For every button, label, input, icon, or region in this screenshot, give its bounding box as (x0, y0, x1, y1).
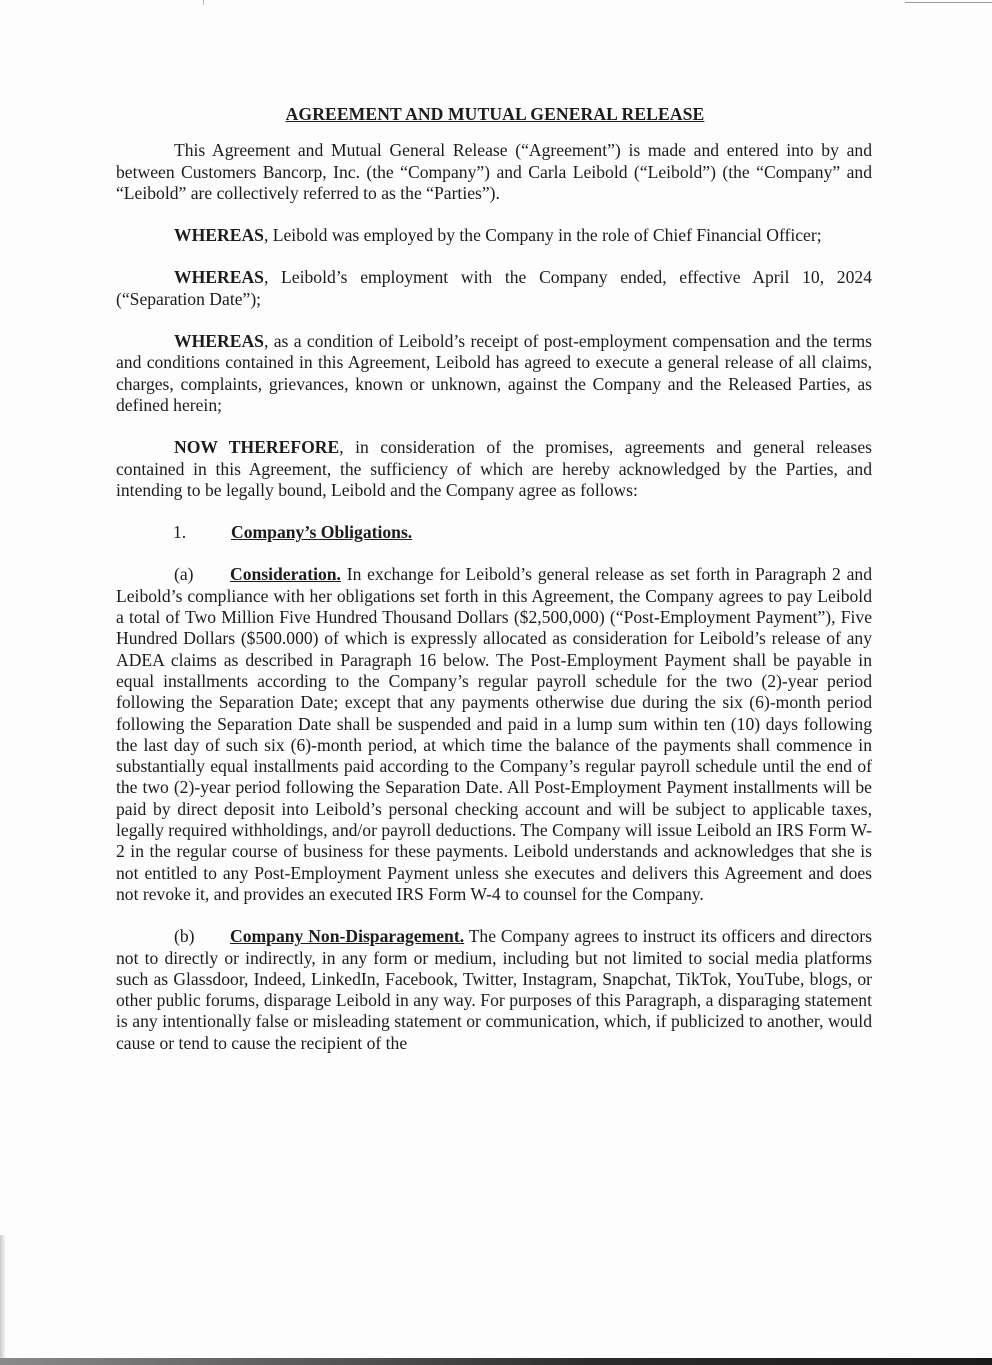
document-body (116, 104, 872, 1054)
subsection-text: The Company agrees to instruct its officers and directors not to directly or indirectly, in any form or medium, including but not limited to social media platforms such as Glassdoor, Indeed, LinkedIn, Facebook, Twitter, Instagram, Snapchat, TikTok, YouTube, blogs, or other public forums, disparage Leibold in any way. For purposes of this Paragraph, a disparaging statement is any intentionally false or misleading statement or communication, which, if publicized to another, would cause or tend to cause the recipient of the (116, 926, 872, 1053)
subsection-text: In exchange for Leibold’s general release as set forth in Paragraph 2 and Leibold’s compliance with her obligations set forth in this Agreement, the Company agrees to pay Leibold a total of Two Million Five Hundred Thousand Dollars ($2,500,000) (“Post-Employment Payment”), Five Hundred Dollars ($500.000) of which is expressly allocated as consideration for Leibold’s release of any ADEA claims as described in Paragraph 16 below. The Post-Employment Payment shall be payable in equal installments according to the Company’s regular payroll schedule for the two (2)-year period following the Separation Date; except that any payments otherwise due during the six (6)-month period following the Separation Date shall be suspended and paid in a lump sum within ten (10) days following the last day of such six (6)-month period, at which time the balance of the payments shall commence in substantially equal installments paid according to the Company’s regular payroll schedule until the end of the two (2)-year period following the Separation Date. All Post-Employment Payment installments will be paid by direct deposit into Leibold’s personal checking account and will be subject to applicable taxes, legally required withholdings, and/or payroll deductions. The Company will issue Leibold an IRS Form W-2 in the regular course of business for these payments. Leibold understands and acknowledges that she is not entitled to any Post-Employment Payment unless she executes and delivers this Agreement and does not revoke it, and provides an executed IRS Form W-4 to counsel for the Company. (116, 564, 872, 904)
now-therefore-text: , in consideration of the promises, agreements and general releases contained in this Agreement, the sufficiency of which are hereby acknowledged by the Parties, and intending to be legally bound, Leibold and the Company agree as follows: (116, 437, 872, 500)
section-number: 1. (173, 522, 187, 543)
subsection-title: Company Non-Disparagement. (230, 926, 465, 947)
subsection-marker: (a) (174, 564, 194, 585)
scan-left-shadow (0, 1235, 6, 1365)
now-therefore-paragraph (116, 437, 872, 501)
whereas-keyword: WHEREAS (174, 267, 264, 288)
subsection-title: Consideration. (230, 564, 341, 585)
whereas-paragraph-2 (116, 267, 872, 310)
whereas-keyword: WHEREAS (174, 331, 264, 352)
whereas-text: , as a condition of Leibold’s receipt of post-employment compensation and the terms and conditions contained in this Agreement, Leibold has agreed to execute a general release of all claims, charges, complaints, grievances, known or unknown, against the Company and the Released Parties, as defined herein; (116, 331, 872, 415)
whereas-text: , Leibold was employed by the Company in the role of Chief Financial Officer; (263, 225, 822, 246)
subsection-b-non-disparagement (116, 926, 872, 1054)
now-therefore-keyword: NOW THEREFORE (174, 437, 340, 458)
section-1-heading (173, 522, 872, 543)
section-title: Company’s Obligations. (231, 522, 413, 543)
whereas-text: , Leibold’s employment with the Company ended, effective April 10, 2024 (“Separation Date”); (116, 267, 872, 309)
whereas-paragraph-3 (116, 331, 872, 416)
scan-edge-line (905, 2, 992, 3)
whereas-paragraph-1 (116, 225, 872, 246)
document-title: AGREEMENT AND MUTUAL GENERAL RELEASE (285, 104, 705, 124)
intro-paragraph: This Agreement and Mutual General Release (“Agreement”) is made and entered into by and between Customers Bancorp, Inc. (the “Company”) and Carla Leibold (“Leibold”) (the “Company” and “Leibold” are collectively referred to as the “Parties”). (116, 140, 872, 203)
scan-edge-tick (203, 0, 204, 5)
whereas-keyword: WHEREAS (174, 225, 264, 246)
subsection-marker: (b) (174, 926, 195, 947)
scan-bottom-edge (0, 1358, 992, 1365)
subsection-a-consideration (116, 564, 872, 905)
